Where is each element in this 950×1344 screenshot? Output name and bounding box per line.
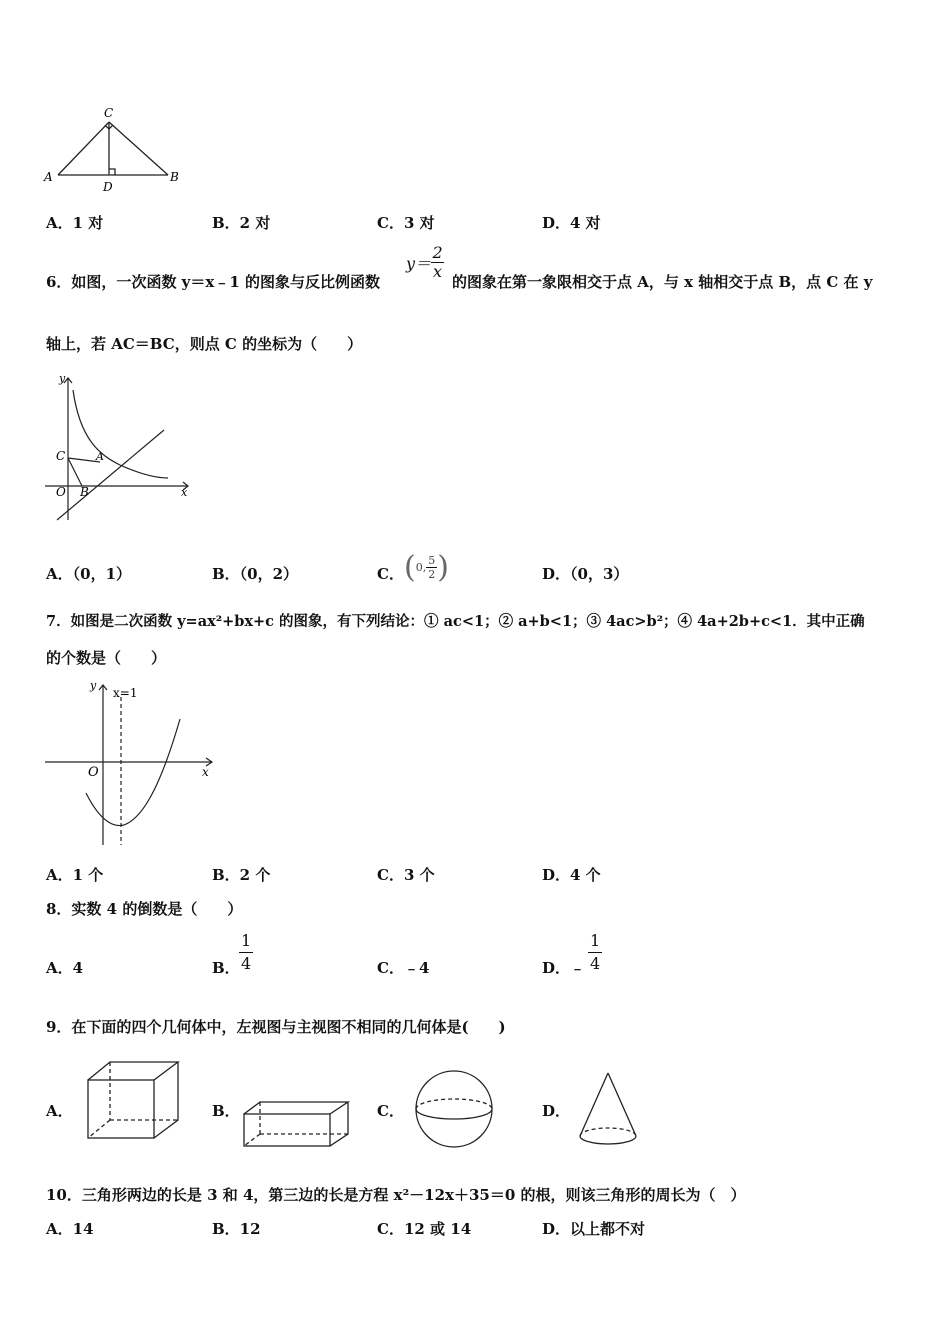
q6-option-c-value: (0, $\frac{5}{2}$ ) <box>404 550 449 585</box>
label-o: O <box>56 485 66 499</box>
func-numerator: 2 <box>432 243 443 262</box>
q7-stem-line2: 的个数是（ ） <box>46 649 167 667</box>
hidden-edge-depth <box>88 1120 110 1138</box>
q10-option-c[interactable]: C．12 或 14 <box>377 1220 472 1238</box>
q8-option-a[interactable]: A．4 <box>46 959 84 977</box>
q6-stem-part1: 6．如图，一次函数 y＝x﹣1 的图象与反比例函数 <box>46 273 380 291</box>
q7-option-d[interactable]: D．4 个 <box>542 866 601 884</box>
label-a: A <box>44 170 53 184</box>
q7-option-b[interactable]: B．2 个 <box>212 866 271 884</box>
segment-cb <box>68 458 82 486</box>
c-denominator: 2 <box>428 568 436 581</box>
cone-right-edge <box>608 1073 636 1136</box>
cone-base-front <box>580 1136 636 1144</box>
cone-base-back <box>580 1128 636 1136</box>
q8-option-d[interactable]: D．﹣ <box>542 959 586 977</box>
q8-option-d-fraction <box>588 930 602 975</box>
cube-top-face <box>88 1062 178 1080</box>
segment-ac <box>58 122 109 175</box>
func-denominator: x <box>433 262 443 281</box>
q7-option-c[interactable]: C．3 个 <box>377 866 435 884</box>
q6-inverse-function <box>406 244 444 281</box>
q6-stem-part2: 的图象在第一象限相交于点 A，与 x 轴相交于点 B，点 C 在 y <box>452 273 873 291</box>
d-denominator: 4 <box>590 954 601 973</box>
q6-option-b[interactable]: B．（0，2） <box>212 565 299 583</box>
q9-sphere-figure <box>412 1067 498 1151</box>
b-denominator: 4 <box>241 954 252 973</box>
q6-option-d[interactable]: D．（0，3） <box>542 565 629 583</box>
sphere-outline <box>416 1071 492 1147</box>
label-o: O <box>88 765 99 780</box>
q9-cube-figure <box>82 1058 187 1143</box>
c-numerator: 5 <box>428 554 436 567</box>
q10-option-b[interactable]: B．12 <box>212 1220 261 1238</box>
label-c: C <box>56 449 66 463</box>
q8-option-b[interactable]: B． <box>212 959 240 977</box>
q5-triangle-figure <box>40 100 190 195</box>
q10-stem: 10．三角形两边的长是 3 和 4，第三边的长是方程 x²－12x＋35＝0 的根，则该三角形的周长为（ ） <box>46 1186 746 1204</box>
label-b: B <box>170 170 179 184</box>
q5-option-d[interactable]: D．4 对 <box>542 214 601 232</box>
cone-left-edge <box>580 1073 608 1136</box>
label-x: x <box>202 765 209 779</box>
hidden-edge-depth <box>244 1134 260 1146</box>
q7-stem-line1: 7．如图是二次函数 y=ax²+bx+c 的图象，有下列结论：① ac<1；② a+b<1；③ 4ac>b²；④ 4a+2b+c<1．其中正确 <box>46 613 865 630</box>
label-d: D <box>103 180 113 194</box>
segment-cb <box>109 122 168 175</box>
q10-option-d[interactable]: D．以上都不对 <box>542 1220 646 1238</box>
q5-option-a[interactable]: A．1 对 <box>46 214 104 232</box>
cuboid-front-face <box>244 1114 330 1146</box>
right-angle-mark <box>109 169 115 175</box>
q6-stem-line2: 轴上，若 AC＝BC，则点 C 的坐标为（ ） <box>46 335 363 353</box>
q5-option-c[interactable]: C．3 对 <box>377 214 435 232</box>
label-c: C <box>104 106 114 120</box>
q7-parabola-figure <box>40 675 220 850</box>
q9-option-a[interactable]: A． <box>46 1102 73 1120</box>
cube-right-edges <box>154 1062 178 1138</box>
q6-graph-figure <box>40 370 200 525</box>
q6-option-c[interactable] <box>377 563 404 584</box>
q9-option-d[interactable]: D． <box>542 1102 571 1120</box>
q6-option-a[interactable]: A．（0，1） <box>46 565 132 583</box>
q9-stem: 9．在下面的四个几何体中，左视图与主视图不相同的几何体是( ) <box>46 1018 506 1036</box>
q9-option-c[interactable]: C． <box>377 1102 404 1120</box>
equator-back <box>416 1099 492 1109</box>
label-y: y <box>59 372 66 385</box>
q10-option-a[interactable]: A．14 <box>46 1220 94 1238</box>
label-x: x <box>181 486 188 499</box>
q9-option-b[interactable]: B． <box>212 1102 240 1120</box>
q9-cone-figure <box>574 1070 644 1150</box>
q5-option-b[interactable]: B．2 对 <box>212 214 271 232</box>
d-numerator: 1 <box>590 931 601 950</box>
label-b: B <box>80 485 89 499</box>
b-numerator: 1 <box>241 931 252 950</box>
hyperbola-curve <box>73 390 168 478</box>
q8-option-b-fraction <box>239 930 253 975</box>
label-axis: x=1 <box>113 686 138 700</box>
q9-cuboid-figure <box>240 1098 355 1150</box>
func-y: y＝ <box>406 254 432 273</box>
q7-option-a[interactable]: A．1 个 <box>46 866 104 884</box>
label-a: A <box>96 450 104 463</box>
parabola-curve <box>86 719 180 826</box>
q6-option-c-label: C． <box>377 565 404 583</box>
label-y: y <box>90 679 97 692</box>
q8-stem: 8．实数 4 的倒数是（ ） <box>46 900 243 918</box>
q8-option-c[interactable]: C．﹣4 <box>377 959 430 977</box>
equator-front <box>416 1109 492 1119</box>
